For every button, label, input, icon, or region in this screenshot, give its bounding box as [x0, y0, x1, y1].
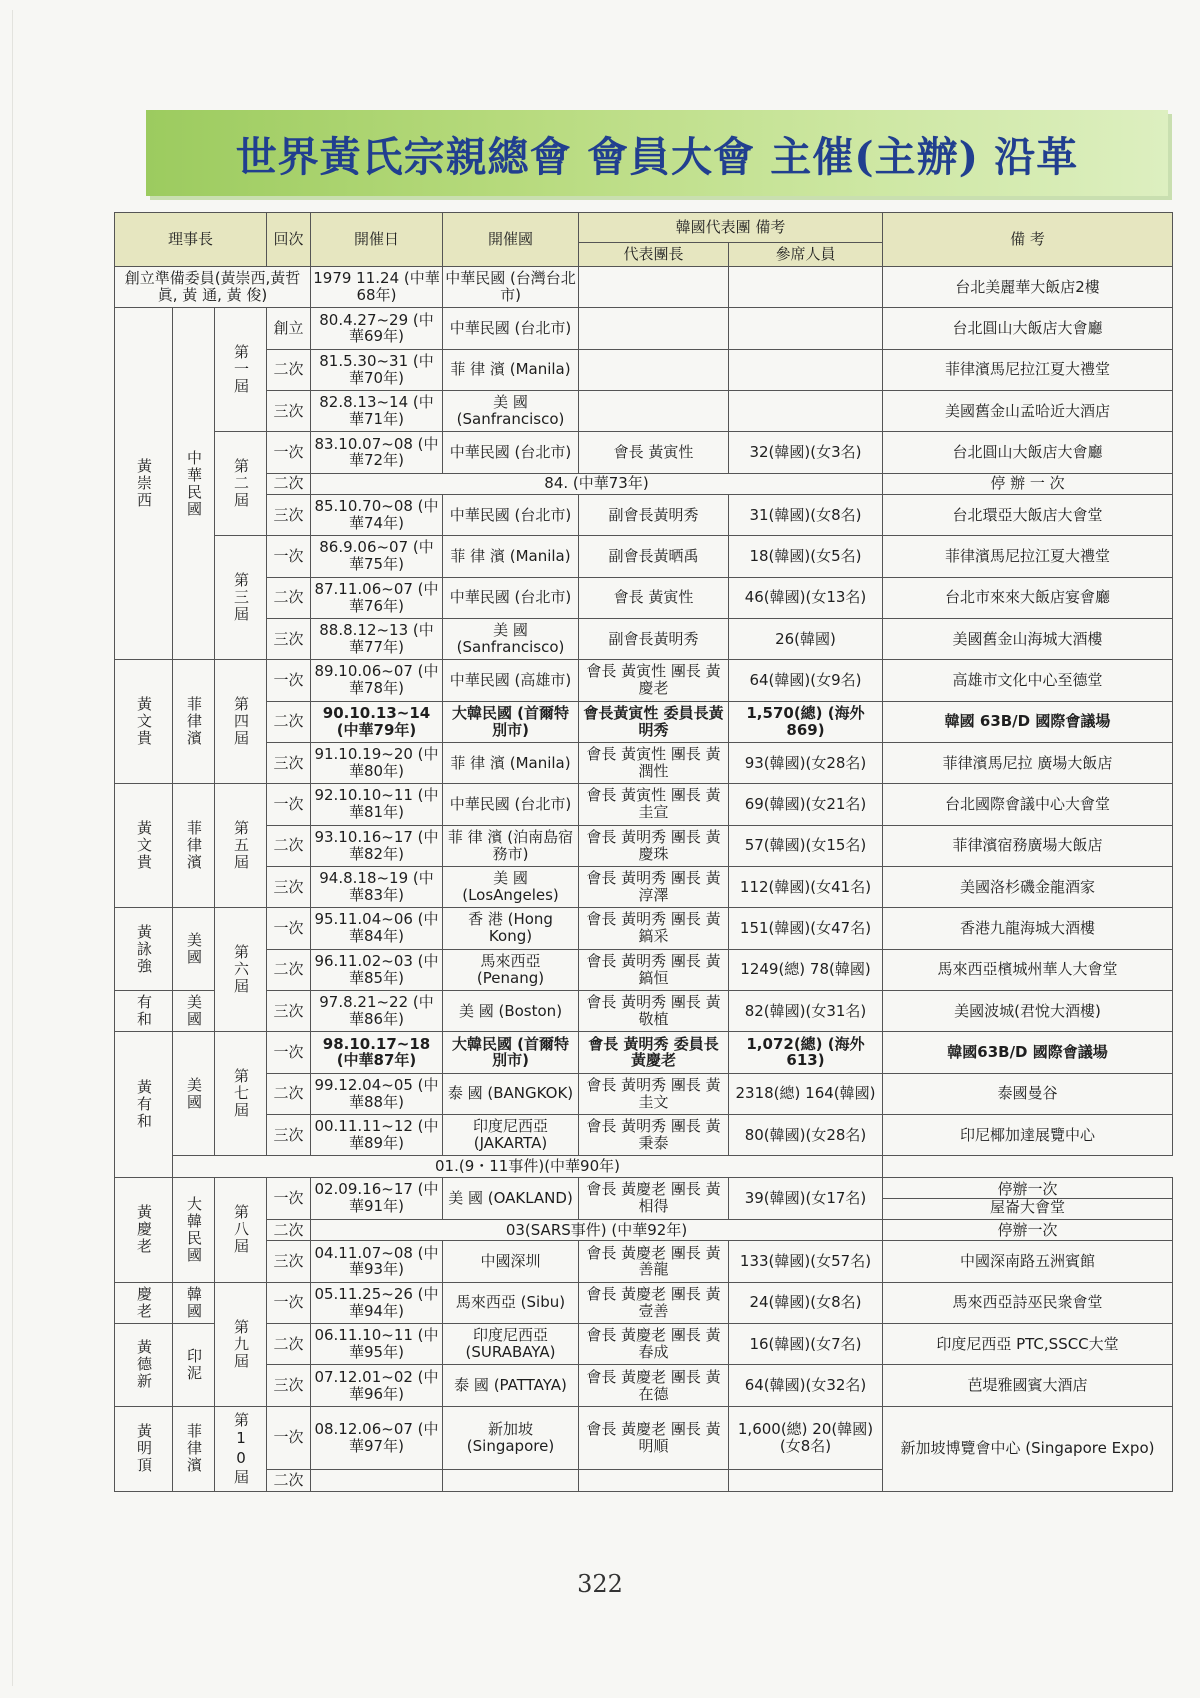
attendees-cell: 26(韓國)	[729, 618, 883, 659]
head-cell: 會長 黃明秀 團長 黃淳澤	[579, 866, 729, 907]
chairman-cell: 黃德新	[115, 1324, 173, 1407]
remark-cell: 停辦一次	[883, 1220, 1173, 1241]
remark-cell: 停 辦 一 次	[883, 473, 1173, 494]
head-cell: 會長 黃明秀 團長 黃鎬恒	[579, 949, 729, 990]
attendees-cell: 69(韓國)(女21名)	[729, 784, 883, 825]
table-row	[115, 1220, 1173, 1241]
host-country-cell: 中華民國 (台北市)	[443, 432, 579, 473]
term-cell: 第二屆	[215, 432, 267, 536]
table-row	[115, 1156, 1173, 1177]
table-row	[115, 267, 1173, 308]
host-country-cell: 泰 國 (BANGKOK)	[443, 1073, 579, 1114]
col-korea-group: 韓國代表團 備考	[579, 213, 883, 243]
table-row	[115, 701, 1173, 742]
head-cell: 會長 黃慶老 團長 黃明順	[579, 1406, 729, 1469]
country-cell: 印泥	[173, 1324, 215, 1407]
session-cell: 三次	[267, 742, 311, 783]
term-cell: 第五屆	[215, 784, 267, 908]
table-row	[115, 1241, 1173, 1282]
cancel-note: 03(SARS事件) (中華92年)	[311, 1220, 883, 1241]
table-row	[115, 1282, 1173, 1323]
session-cell: 二次	[267, 1073, 311, 1114]
term-cell: 第九屆	[215, 1282, 267, 1406]
chairman-cell: 黃崇西	[115, 308, 173, 660]
table-row	[115, 432, 1173, 473]
chairman-cell: 黃慶老	[115, 1177, 173, 1282]
attendees-cell: 133(韓國)(女57名)	[729, 1241, 883, 1282]
col-session: 回次	[267, 213, 311, 267]
session-cell: 二次	[267, 949, 311, 990]
country-cell: 韓國	[173, 1282, 215, 1323]
page-title: 世界黃氏宗親總會 會員大會 主催(主辦) 沿革	[235, 132, 1079, 181]
table-row	[115, 990, 1173, 1031]
attendees-cell: 31(韓國)(女8名)	[729, 494, 883, 535]
attendees-cell: 64(韓國)(女9名)	[729, 660, 883, 701]
session-cell: 二次	[267, 1470, 311, 1492]
page-number: 322	[577, 1570, 623, 1598]
date-cell: 96.11.02~03 (中華85年)	[311, 949, 443, 990]
attendees-cell: 82(韓國)(女31名)	[729, 990, 883, 1031]
remark-cell: 芭堤雅國賓大酒店	[883, 1365, 1173, 1406]
date-cell: 88.8.12~13 (中華77年)	[311, 618, 443, 659]
head-cell: 會長 黃寅性 團長 黃潤性	[579, 742, 729, 783]
table-row	[115, 825, 1173, 866]
session-cell: 一次	[267, 908, 311, 949]
session-cell: 三次	[267, 866, 311, 907]
date-cell: 85.10.70~08 (中華74年)	[311, 494, 443, 535]
host-country-cell: 美 國 (OAKLAND)	[443, 1177, 579, 1220]
session-cell: 三次	[267, 618, 311, 659]
country-cell: 菲律濱	[173, 1406, 215, 1491]
table-row	[115, 784, 1173, 825]
country-cell: 美國	[173, 908, 215, 991]
head-cell: 副會長黃晒禹	[579, 536, 729, 577]
head-cell: 會長 黃慶老 團長 黃壹善	[579, 1282, 729, 1323]
session-cell: 創立	[267, 308, 311, 349]
chairman-cell: 黃詠強	[115, 908, 173, 991]
head-cell: 會長 黃慶老 團長 黃善龍	[579, 1241, 729, 1282]
founding-chair: 創立準備委員(黃崇西,黃哲眞, 黃 通, 黃 俊)	[115, 267, 311, 308]
remark-cell: 美國波城(君悅大酒樓)	[883, 990, 1173, 1031]
session-cell: 三次	[267, 1365, 311, 1406]
head-cell: 會長 黃明秀 團長 黃敬植	[579, 990, 729, 1031]
country-cell: 美國	[173, 1032, 215, 1156]
date-cell: 07.12.01~02 (中華96年)	[311, 1365, 443, 1406]
title-banner	[146, 110, 1168, 196]
remark-cell: 印尼椰加達展覽中心	[883, 1114, 1173, 1155]
term-cell: 第一屆	[215, 308, 267, 432]
remark-cell: 美國舊金山孟哈近大酒店	[883, 390, 1173, 431]
date-cell: 98.10.17~18 (中華87年)	[311, 1032, 443, 1073]
remark-cell: 中國深南路五洲賓館	[883, 1241, 1173, 1282]
session-cell: 三次	[267, 1241, 311, 1282]
remark-cell: 菲律濱馬尼拉 廣場大飯店	[883, 742, 1173, 783]
host-country-cell: 中華民國 (台北市)	[443, 494, 579, 535]
date-cell: 90.10.13~14 (中華79年)	[311, 701, 443, 742]
country-cell: 菲律濱	[173, 784, 215, 908]
head-cell: 會長 黃慶老 團長 黃春成	[579, 1324, 729, 1365]
date-cell: 91.10.19~20 (中華80年)	[311, 742, 443, 783]
remark-cell: 馬來西亞詩巫民衆會堂	[883, 1282, 1173, 1323]
host-country-cell: 印度尼西亞 (JAKARTA)	[443, 1114, 579, 1155]
header-row	[115, 213, 1173, 243]
head-cell: 會長 黃明秀 團長 黃慶珠	[579, 825, 729, 866]
attendees-cell: 46(韓國)(女13名)	[729, 577, 883, 618]
head-cell: 會長 黃寅性 團長 黃慶老	[579, 660, 729, 701]
attendees-cell: 1,570(總) (海外869)	[729, 701, 883, 742]
history-table	[114, 212, 1173, 1492]
host-country-cell: 香 港 (Hong Kong)	[443, 908, 579, 949]
session-cell: 三次	[267, 390, 311, 431]
date-cell	[311, 1470, 443, 1492]
date-cell: 82.8.13~14 (中華71年)	[311, 390, 443, 431]
attendees-cell: 57(韓國)(女15名)	[729, 825, 883, 866]
table-row	[115, 1114, 1173, 1155]
head-cell: 副會長黃明秀	[579, 618, 729, 659]
table-row	[115, 308, 1173, 349]
remark-cell: 美國洛杉磯金龍酒家	[883, 866, 1173, 907]
head-cell: 副會長黃明秀	[579, 494, 729, 535]
session-cell: 一次	[267, 784, 311, 825]
table-row	[115, 1032, 1173, 1073]
session-cell: 一次	[267, 536, 311, 577]
table-row	[115, 949, 1173, 990]
country-cell: 菲律濱	[173, 660, 215, 784]
host-country-cell	[443, 1470, 579, 1492]
remark-cell: 泰國曼谷	[883, 1073, 1173, 1114]
host-country-cell: 新加坡 (Singapore)	[443, 1406, 579, 1469]
date-cell: 00.11.11~12 (中華89年)	[311, 1114, 443, 1155]
head-cell: 會長 黃慶老 團長 黃在德	[579, 1365, 729, 1406]
head-cell	[579, 1470, 729, 1492]
date-cell: 99.12.04~05 (中華88年)	[311, 1073, 443, 1114]
head-cell: 會長 黃明秀 團長 黃鎬采	[579, 908, 729, 949]
remark-cell: 台北市來來大飯店宴會廳	[883, 577, 1173, 618]
session-cell: 一次	[267, 1177, 311, 1220]
table-row	[115, 473, 1173, 494]
chairman-cell: 有和	[115, 990, 173, 1031]
host-country-cell: 美 國 (Sanfrancisco)	[443, 390, 579, 431]
host-country-cell: 大韓民國 (首爾特別市)	[443, 1032, 579, 1073]
attendees-cell	[729, 308, 883, 349]
col-remarks: 備 考	[883, 213, 1173, 267]
remark-cell: 台北圓山大飯店大會廳	[883, 432, 1173, 473]
table-row	[115, 1406, 1173, 1469]
session-cell: 一次	[267, 1282, 311, 1323]
head-cell: 會長黃寅性 委員長黃明秀	[579, 701, 729, 742]
attendees-cell: 1,072(總) (海外613)	[729, 1032, 883, 1073]
session-cell: 一次	[267, 432, 311, 473]
session-cell: 二次	[267, 349, 311, 390]
remark-cell: 台北國際會議中心大會堂	[883, 784, 1173, 825]
attendees-cell: 18(韓國)(女5名)	[729, 536, 883, 577]
founding-date: 1979 11.24 (中華68年)	[311, 267, 443, 308]
host-country-cell: 中華民國 (台北市)	[443, 577, 579, 618]
attendees-cell: 16(韓國)(女7名)	[729, 1324, 883, 1365]
table-row	[115, 1073, 1173, 1114]
date-cell: 93.10.16~17 (中華82年)	[311, 825, 443, 866]
remark-cell: 台北圓山大飯店大會廳	[883, 308, 1173, 349]
session-cell: 二次	[267, 473, 311, 494]
table-row	[115, 1324, 1173, 1365]
attendees-cell: 64(韓國)(女32名)	[729, 1365, 883, 1406]
date-cell: 05.11.25~26 (中華94年)	[311, 1282, 443, 1323]
remark-cell: 馬來西亞檳城州華人大會堂	[883, 949, 1173, 990]
chairman-cell: 黃文貴	[115, 660, 173, 784]
session-cell: 一次	[267, 1406, 311, 1469]
table-row	[115, 908, 1173, 949]
session-cell: 一次	[267, 660, 311, 701]
date-cell: 95.11.04~06 (中華84年)	[311, 908, 443, 949]
attendees-cell: 151(韓國)(女47名)	[729, 908, 883, 949]
attendees-cell: 32(韓國)(女3名)	[729, 432, 883, 473]
date-cell: 04.11.07~08 (中華93年)	[311, 1241, 443, 1282]
table-row	[115, 1365, 1173, 1406]
date-cell: 86.9.06~07 (中華75年)	[311, 536, 443, 577]
country-cell: 中華民國	[173, 308, 215, 660]
head-cell: 會長 黃寅性 團長 黃圭宣	[579, 784, 729, 825]
col-delegation-head: 代表團長	[579, 243, 729, 267]
table-row	[115, 390, 1173, 431]
remark-cell: 菲律濱馬尼拉江夏大禮堂	[883, 349, 1173, 390]
head-cell: 會長 黃寅性	[579, 432, 729, 473]
remark-cell: 屋崙大會堂	[989, 1197, 1065, 1216]
table-row	[115, 618, 1173, 659]
head-cell: 會長 黃寅性	[579, 577, 729, 618]
remark-cell: 韓國 63B/D 國際會議場	[883, 701, 1173, 742]
host-country-cell: 菲 律 濱 (泊南島宿務市)	[443, 825, 579, 866]
table-row	[115, 349, 1173, 390]
attendees-cell	[729, 1470, 883, 1492]
session-cell: 三次	[267, 1114, 311, 1155]
host-country-cell: 馬來西亞 (Sibu)	[443, 1282, 579, 1323]
host-country-cell: 大韓民國 (首爾特別市)	[443, 701, 579, 742]
date-cell: 06.11.10~11 (中華95年)	[311, 1324, 443, 1365]
session-cell: 二次	[267, 825, 311, 866]
col-country: 開催國	[443, 213, 579, 267]
host-country-cell: 美 國 (Sanfrancisco)	[443, 618, 579, 659]
col-attendees: 參席人員	[729, 243, 883, 267]
session-cell: 二次	[267, 1324, 311, 1365]
table-row	[115, 494, 1173, 535]
host-country-cell: 菲 律 濱 (Manila)	[443, 742, 579, 783]
table-row	[115, 1177, 1173, 1220]
remark-cell: 香港九龍海城大酒樓	[883, 908, 1173, 949]
date-cell: 80.4.27~29 (中華69年)	[311, 308, 443, 349]
founding-country: 中華民國 (台灣台北市)	[443, 267, 579, 308]
cancel-note: 84. (中華73年)	[311, 473, 883, 494]
remark-cell: 韓國63B/D 國際會議場	[883, 1032, 1173, 1073]
chairman-cell: 慶老	[115, 1282, 173, 1323]
attendees-cell: 93(韓國)(女28名)	[729, 742, 883, 783]
host-country-cell: 中華民國 (台北市)	[443, 308, 579, 349]
founding-remark: 台北美麗華大飯店2樓	[883, 267, 1173, 308]
remark-cell: 停辦一次	[883, 1181, 1172, 1199]
attendees-cell	[729, 390, 883, 431]
date-cell: 02.09.16~17 (中華91年)	[311, 1177, 443, 1220]
attendees-cell: 112(韓國)(女41名)	[729, 866, 883, 907]
session-cell: 三次	[267, 494, 311, 535]
country-cell: 美國	[173, 990, 215, 1031]
session-cell: 二次	[267, 701, 311, 742]
term-cell: 第八屆	[215, 1177, 267, 1282]
attendees-cell: 2318(總) 164(韓國)	[729, 1073, 883, 1114]
chairman-cell: 黃明頂	[115, 1406, 173, 1491]
remark-cell: 高雄市文化中心至德堂	[883, 660, 1173, 701]
date-cell: 87.11.06~07 (中華76年)	[311, 577, 443, 618]
host-country-cell: 美 國 (LosAngeles)	[443, 866, 579, 907]
term-cell: 第三屆	[215, 536, 267, 660]
session-cell: 二次	[267, 577, 311, 618]
cancel-note: 01.(9・11事件)(中華90年)	[173, 1156, 883, 1177]
attendees-cell: 1249(總) 78(韓國)	[729, 949, 883, 990]
attendees-cell: 1,600(總) 20(韓國)(女8名)	[729, 1406, 883, 1469]
chairman-cell: 黃有和	[115, 1032, 173, 1177]
col-date: 開催日	[311, 213, 443, 267]
host-country-cell: 印度尼西亞 (SURABAYA)	[443, 1324, 579, 1365]
attendees-cell: 39(韓國)(女17名)	[729, 1177, 883, 1220]
host-country-cell: 馬來西亞 (Penang)	[443, 949, 579, 990]
table-row	[115, 742, 1173, 783]
term-cell: 第六屆	[215, 908, 267, 1032]
host-country-cell: 中華民國 (台北市)	[443, 784, 579, 825]
host-country-cell: 菲 律 濱 (Manila)	[443, 536, 579, 577]
attendees-cell: 24(韓國)(女8名)	[729, 1282, 883, 1323]
date-cell: 08.12.06~07 (中華97年)	[311, 1406, 443, 1469]
host-country-cell: 泰 國 (PATTAYA)	[443, 1365, 579, 1406]
term-cell: 第七屆	[215, 1032, 267, 1156]
head-cell	[579, 349, 729, 390]
head-cell: 會長 黃明秀 團長 黃秉泰	[579, 1114, 729, 1155]
head-cell: 會長 黃明秀 委員長黃慶老	[579, 1032, 729, 1073]
table-row	[115, 577, 1173, 618]
date-cell: 81.5.30~31 (中華70年)	[311, 349, 443, 390]
remark-cell: 台北環亞大飯店大會堂	[883, 494, 1173, 535]
session-cell: 二次	[267, 1220, 311, 1241]
head-cell: 會長 黃明秀 團長 黃圭文	[579, 1073, 729, 1114]
date-cell: 97.8.21~22 (中華86年)	[311, 990, 443, 1031]
table-row	[115, 866, 1173, 907]
head-cell: 會長 黃慶老 團長 黃相得	[579, 1177, 729, 1220]
country-cell: 大韓民國	[173, 1177, 215, 1282]
remark-cell: 印度尼西亞 PTC,SSCC大堂	[883, 1324, 1173, 1365]
host-country-cell: 中華民國 (高雄市)	[443, 660, 579, 701]
table-row	[115, 660, 1173, 701]
remark-cell: 新加坡博覽會中心 (Singapore Expo)	[883, 1406, 1173, 1491]
session-cell: 一次	[267, 1032, 311, 1073]
session-cell: 三次	[267, 990, 311, 1031]
head-cell	[579, 308, 729, 349]
attendees-cell	[729, 349, 883, 390]
term-cell: 第10屆	[215, 1406, 267, 1491]
head-cell	[579, 390, 729, 431]
host-country-cell: 菲 律 濱 (Manila)	[443, 349, 579, 390]
date-cell: 94.8.18~19 (中華83年)	[311, 866, 443, 907]
col-chairman: 理事長	[115, 213, 267, 267]
host-country-cell: 中國深圳	[443, 1241, 579, 1282]
term-cell: 第四屆	[215, 660, 267, 784]
remark-cell: 菲律濱宿務廣場大飯店	[883, 825, 1173, 866]
date-cell: 89.10.06~07 (中華78年)	[311, 660, 443, 701]
remark-cell: 菲律濱馬尼拉江夏大禮堂	[883, 536, 1173, 577]
table-row	[115, 536, 1173, 577]
date-cell: 92.10.10~11 (中華81年)	[311, 784, 443, 825]
chairman-cell: 黃文貴	[115, 784, 173, 908]
date-cell: 83.10.07~08 (中華72年)	[311, 432, 443, 473]
attendees-cell: 80(韓國)(女28名)	[729, 1114, 883, 1155]
host-country-cell: 美 國 (Boston)	[443, 990, 579, 1031]
remark-cell: 美國舊金山海城大酒樓	[883, 618, 1173, 659]
